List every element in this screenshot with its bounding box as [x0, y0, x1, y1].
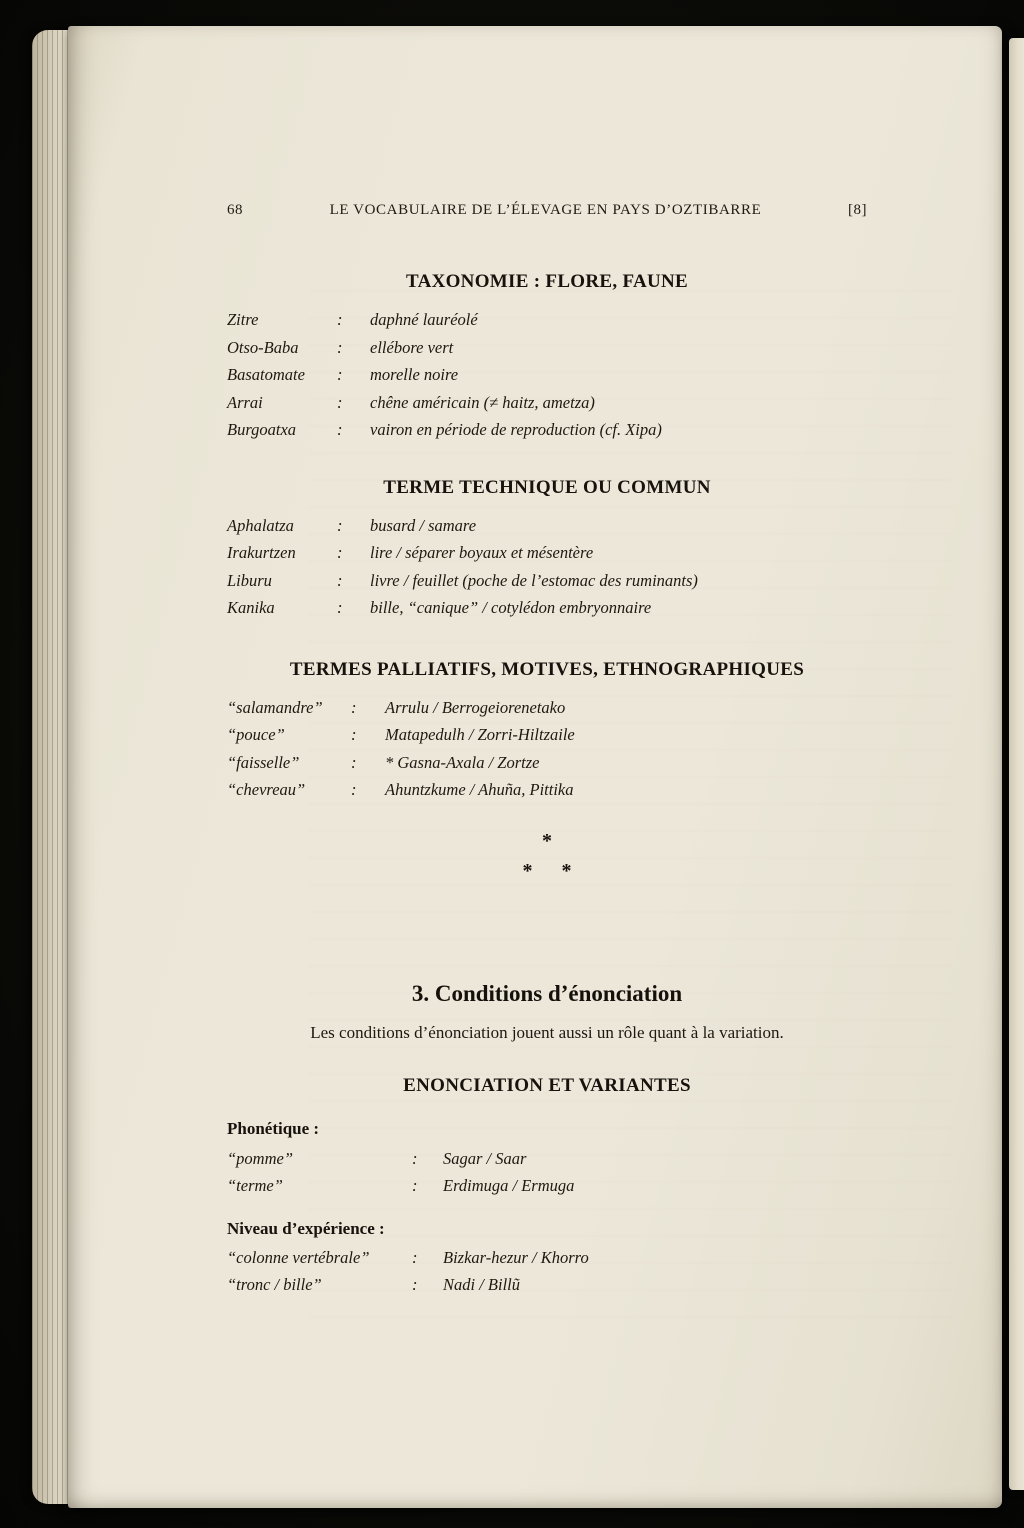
- entry-separator: :: [412, 1247, 418, 1267]
- entry-separator: :: [351, 780, 357, 799]
- entry-separator: :: [351, 697, 357, 717]
- entry-row: [227, 1145, 867, 1173]
- entry-separator: :: [351, 752, 357, 772]
- entry-row: [227, 1271, 867, 1299]
- entry-definition: lire / séparer boyaux et mésentère: [370, 543, 594, 562]
- entry-separator: :: [337, 515, 343, 535]
- entry-definition: chêne américain (≠ haitz, ametza): [370, 392, 595, 412]
- entry-separator: :: [412, 1176, 418, 1195]
- entry-row: [227, 721, 867, 749]
- entry-term: Aphalatza: [227, 515, 294, 535]
- entry-term: Arrai: [227, 392, 263, 412]
- entry-definition: Sagar / Saar: [443, 1148, 527, 1168]
- entry-separator: :: [412, 1275, 418, 1294]
- entry-row: [227, 1244, 867, 1272]
- page-content: [227, 202, 867, 1299]
- running-title: LE VOCABULAIRE DE L’ÉLEVAGE EN PAYS D’OZTIBARRE: [329, 202, 762, 218]
- entry-row: [227, 567, 867, 595]
- palliatifs-list: [227, 694, 867, 804]
- entry-definition: morelle noire: [370, 365, 459, 384]
- section-title-palliatifs: TERMES PALLIATIFS, MOTIVES, ETHNOGRAPHIQUES: [289, 658, 805, 680]
- entry-term: Irakurtzen: [227, 543, 296, 562]
- entry-definition: livre / feuillet (poche de l’estomac des ruminants): [370, 570, 698, 590]
- entry-row: [227, 749, 867, 777]
- entry-separator: :: [337, 365, 343, 384]
- entry-row: [227, 512, 867, 540]
- entry-term: “pouce”: [227, 725, 285, 744]
- intro-paragraph: Les conditions d’énonciation jouent aussi un rôle quant à la variation.: [310, 1022, 784, 1042]
- entry-row: [227, 594, 867, 622]
- entry-term: “chevreau”: [227, 780, 306, 799]
- entry-definition: busard / samare: [370, 515, 477, 535]
- page-number: 68: [227, 202, 243, 218]
- entry-separator: :: [412, 1148, 418, 1168]
- entry-separator: :: [337, 337, 343, 357]
- group-label-phonetique: Phonétique :: [227, 1118, 320, 1138]
- reference-number: [8]: [847, 202, 867, 218]
- entry-term: “salamandre”: [227, 697, 323, 717]
- entry-row: [227, 389, 867, 417]
- entry-definition: daphné lauréolé: [370, 310, 478, 329]
- group-label-niveau: Niveau d’expérience :: [227, 1218, 385, 1238]
- section-title-technique: TERME TECHNIQUE OU COMMUN: [383, 476, 711, 498]
- entry-row: [227, 776, 867, 804]
- separator-stars: * *: [522, 859, 572, 882]
- entry-term: “faisselle”: [227, 752, 300, 772]
- entry-definition: Nadi / Billũ: [443, 1275, 521, 1294]
- taxonomie-list: [227, 306, 867, 444]
- entry-definition: Matapedulh / Zorri-Hiltzaile: [385, 725, 575, 744]
- entry-row: [227, 361, 867, 389]
- section-separator: [227, 830, 867, 883]
- niveau-list: [227, 1244, 867, 1299]
- entry-definition: bille, “canique” / cotylédon embryonnaire: [370, 598, 652, 617]
- entry-definition: Arrulu / Berrogeiorenetako: [385, 697, 566, 717]
- entry-row: [227, 416, 867, 444]
- entry-separator: :: [351, 725, 357, 744]
- entry-definition: ellébore vert: [370, 337, 454, 357]
- entry-separator: :: [337, 570, 343, 590]
- entry-definition: vairon en période de reproduction (cf. Xipa): [370, 420, 662, 439]
- entry-separator: :: [337, 392, 343, 412]
- entry-term: Kanika: [227, 598, 275, 617]
- entry-row: [227, 306, 867, 334]
- entry-separator: :: [337, 420, 343, 439]
- section-title-taxonomie: TAXONOMIE : FLORE, FAUNE: [406, 271, 688, 292]
- entry-term: “tronc / bille”: [227, 1275, 322, 1294]
- entry-term: “pomme”: [227, 1148, 294, 1168]
- entry-row: [227, 694, 867, 722]
- entry-term: “colonne vertébrale”: [227, 1247, 370, 1267]
- book-page: [68, 26, 1002, 1508]
- entry-separator: :: [337, 543, 343, 562]
- entry-term: Otso-Baba: [227, 337, 299, 357]
- entry-term: Basatomate: [227, 365, 305, 384]
- separator-star: *: [542, 829, 552, 852]
- adjacent-page-edge: [1009, 38, 1024, 1490]
- running-header: [227, 202, 867, 219]
- entry-term: “terme”: [227, 1176, 283, 1195]
- entry-row: [227, 1172, 867, 1200]
- entry-separator: :: [337, 598, 343, 617]
- entry-term: Liburu: [227, 570, 272, 590]
- chapter-heading: 3. Conditions d’énonciation: [411, 980, 683, 1006]
- entry-term: Burgoatxa: [227, 420, 297, 439]
- entry-definition: Bizkar-hezur / Khorro: [443, 1247, 589, 1267]
- entry-definition: * Gasna-Axala / Zortze: [385, 752, 540, 772]
- entry-definition: Ahuntzkume / Ahuña, Pittika: [385, 780, 574, 799]
- entry-term: Zitre: [227, 310, 259, 329]
- entry-separator: :: [337, 310, 343, 329]
- entry-row: [227, 539, 867, 567]
- phonetique-list: [227, 1145, 867, 1200]
- entry-row: [227, 334, 867, 362]
- section-title-enonciation: ENONCIATION ET VARIANTES: [403, 1074, 691, 1096]
- entry-definition: Erdimuga / Ermuga: [443, 1176, 575, 1195]
- technique-list: [227, 512, 867, 622]
